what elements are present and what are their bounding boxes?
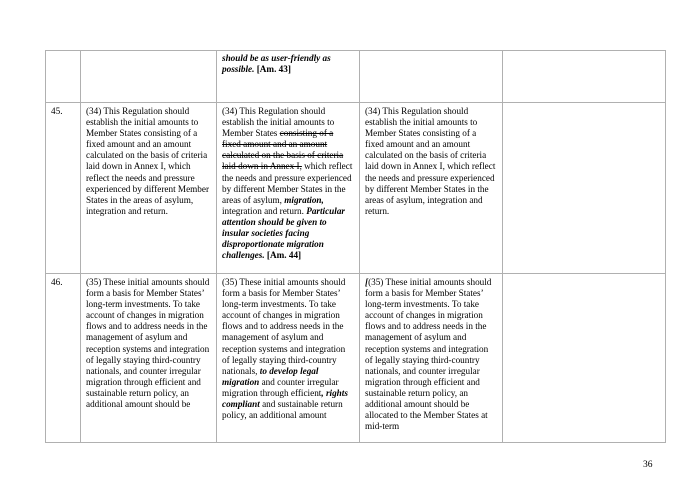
text-segment: (34) This Regulation should establish the initial amounts to Member States [222,106,335,139]
comparison-table [45,50,666,443]
text-segment: and counter irregular migration through efficient [222,376,339,398]
row-number: 45. [46,103,81,274]
commission-text-cell: (35) These initial amounts should form a basis for Member States’ long-term investments. To take account of changes in migration flows and to address needs in the management of asylum and reception systems and integration of legally staying third-country nationals, and counter irregular migration through efficient and sustainable return policy, an additional amount should be [81,274,217,443]
deleted-text: consisting of a fixed amount and an amount calculated on the basis of criteria laid down in Annex I, [222,128,344,172]
commission-text-cell: (34) This Regulation should establish the initial amounts to Member States consisting of a fixed amount and an amount calculated on the basis of criteria laid down in Annex I, which reflect the needs and pressure experienced by different Member States in the areas of asylum, integration and return. [81,103,217,274]
row-number-cell [46,51,81,103]
compromise-text-cell [503,51,666,103]
amendment-reference: [Am. 43] [254,64,291,75]
row-number: 46. [46,274,81,443]
commission-text-cell [81,51,217,103]
amendment-reference: [Am. 44] [264,250,302,261]
amendment-text: to develop legal migration [222,365,319,387]
council-text-cell [360,274,503,443]
amendment-text: , rights compliant [222,387,348,410]
table-row [46,274,666,443]
parliament-text-cell [217,51,360,103]
amendment-text: should be as user-friendly as possible. [222,53,331,75]
text-segment: integration and return. [222,205,307,216]
text-segment: (35) These initial amounts should form a basis for Member States’ long-term investments. To take account of changes in migration flows and to address needs in the management of asylum and reception systems and integration of legally staying third-country nationals, [222,277,346,376]
parliament-text-cell [217,274,360,443]
text-segment: which reflect the needs and pressure experienced by different Member States in the areas of asylum, [222,161,353,205]
council-text-cell: (34) This Regulation should establish the initial amounts to Member States consisting of a fixed amount and an amount calculated on the basis of criteria laid down in Annex I, which reflect the needs and pressure experienced by different Member States in the areas of asylum, integration and return. [360,103,503,274]
table-row [46,51,666,103]
text-segment: (35) These initial amounts should form a basis for Member States’ long-term investments. To take account of changes in migration flows and to address needs in the management of asylum and reception systems and integration of legally staying third-country nationals, and counter irregular migration through efficient and sustainable return policy, an additional amount should be allocated to the Member States at mid-term [365,277,492,432]
amendment-text: Particular attention should be given to insular societies facing disproportionate migration challenges. [222,205,345,261]
amendment-text: migration, [284,194,324,205]
bracket-mark: [ [365,277,369,287]
council-text-cell [360,51,503,103]
compromise-text-cell [503,274,666,443]
parliament-text-cell [217,103,360,274]
compromise-text-cell [503,103,666,274]
page-number: 36 [643,460,653,470]
text-segment: and sustainable return policy, an additional amount [222,399,343,421]
table-row [46,103,666,274]
